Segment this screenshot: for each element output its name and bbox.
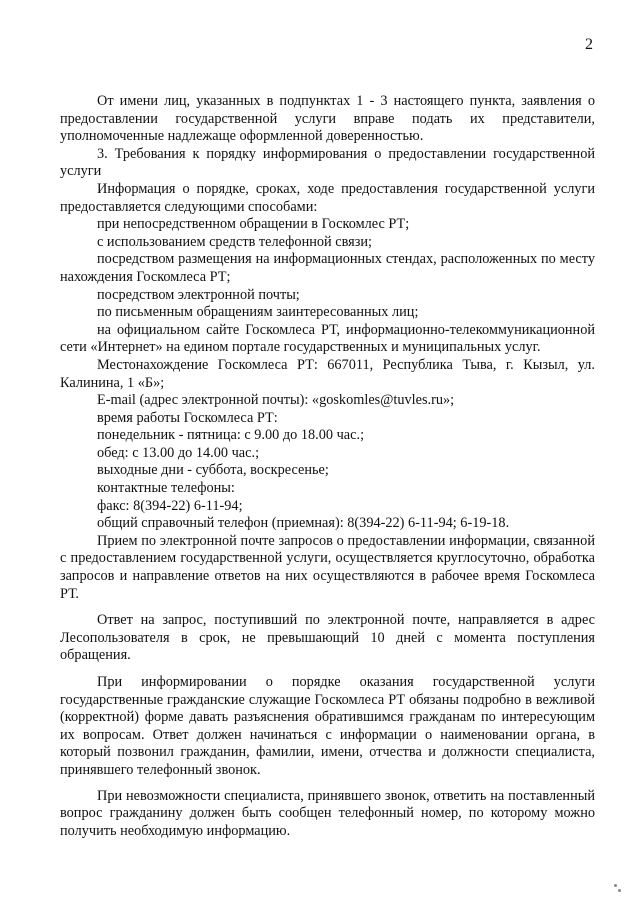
paragraph-email-requests: Прием по электронной почте запросов о предоставлении информации, связанной с предоставлением государственной услуги, осуществляется круглосуточно, обработка запросов и направление ответов на них осуществляются в рабочее время Госкомлеса РТ.: [60, 532, 595, 602]
working-hours-lunch: обед: с 13.00 до 14.00 час.;: [97, 444, 260, 461]
document-body: [60, 93, 595, 840]
paragraph-info-methods: Информация о порядке, сроках, ходе предоставления государственной услуги предоставляется следующими способами:: [60, 180, 595, 215]
working-hours-weekdays: понедельник - пятница: с 9.00 до 18.00 час.;: [97, 427, 365, 444]
contact-reception-phone: общий справочный телефон (приемная): 8(394-22) 6-11-94; 6-19-18.: [97, 515, 510, 532]
working-hours-weekend: выходные дни - суббота, воскресенье;: [97, 462, 329, 479]
paragraph-location: Местонахождение Госкомлеса РТ: 667011, Республика Тыва, г. Кызыл, ул. Калинина, 1 «Б»;: [60, 356, 595, 391]
contact-fax: факс: 8(394-22) 6-11-94;: [97, 497, 243, 514]
list-item: на официальном сайте Госкомлеса РТ, информационно-телекоммуникационной сети «Интернет» на едином портале государственных и муниципальных услуг.: [60, 321, 595, 356]
contact-email: E-mail (адрес электронной почты): «goskomles@tuvles.ru»;: [97, 392, 455, 409]
contact-phones-label: контактные телефоны:: [97, 480, 235, 497]
list-item: посредством размещения на информационных стендах, расположенных по месту нахождения Госкомлеса РТ;: [60, 251, 595, 285]
paragraph-specialist-unavailable: При невозможности специалиста, принявшего звонок, ответить на поставленный вопрос гражданину должен быть сообщен телефонный номер, по которому можно получить необходимую информацию.: [60, 787, 595, 839]
scan-speck: [618, 889, 621, 892]
list-item: по письменным обращениям заинтересованных лиц;: [97, 304, 419, 321]
paragraph-email-response: Ответ на запрос, поступивший по электронной почте, направляется в адрес Лесопользователя в срок, не превышающий 10 дней с момента поступления обращения.: [60, 612, 595, 664]
working-hours-label: время работы Госкомлеса РТ:: [97, 409, 278, 426]
page-number: 2: [585, 36, 593, 53]
list-item: при непосредственном обращении в Госкомлес РТ;: [97, 216, 410, 233]
paragraph-representatives: От имени лиц, указанных в подпунктах 1 - 3 настоящего пункта, заявления о предоставлении государственной услуги вправе подать их представители, уполномоченные надлежаще оформленной доверенностью.: [60, 93, 595, 145]
paragraph-informing-rules: При информировании о порядке оказания государственной услуги государственные гражданские служащие Госкомлеса РТ обязаны подробно в вежливой (корректной) форме давать разъяснения обратившимся гражданам по интересующим их вопросам. Ответ должен начинаться с информации о наименовании органа, в который позвонил гражданин, фамилии, имени, отчества и должности специалиста, принявшего телефонный звонок.: [60, 674, 595, 778]
list-item: с использованием средств телефонной связи;: [97, 233, 373, 250]
list-item: посредством электронной почты;: [97, 286, 300, 303]
section-heading-informing: 3. Требования к порядку информирования о предоставлении государственной услуги: [60, 145, 595, 180]
scan-speck: [614, 884, 617, 887]
